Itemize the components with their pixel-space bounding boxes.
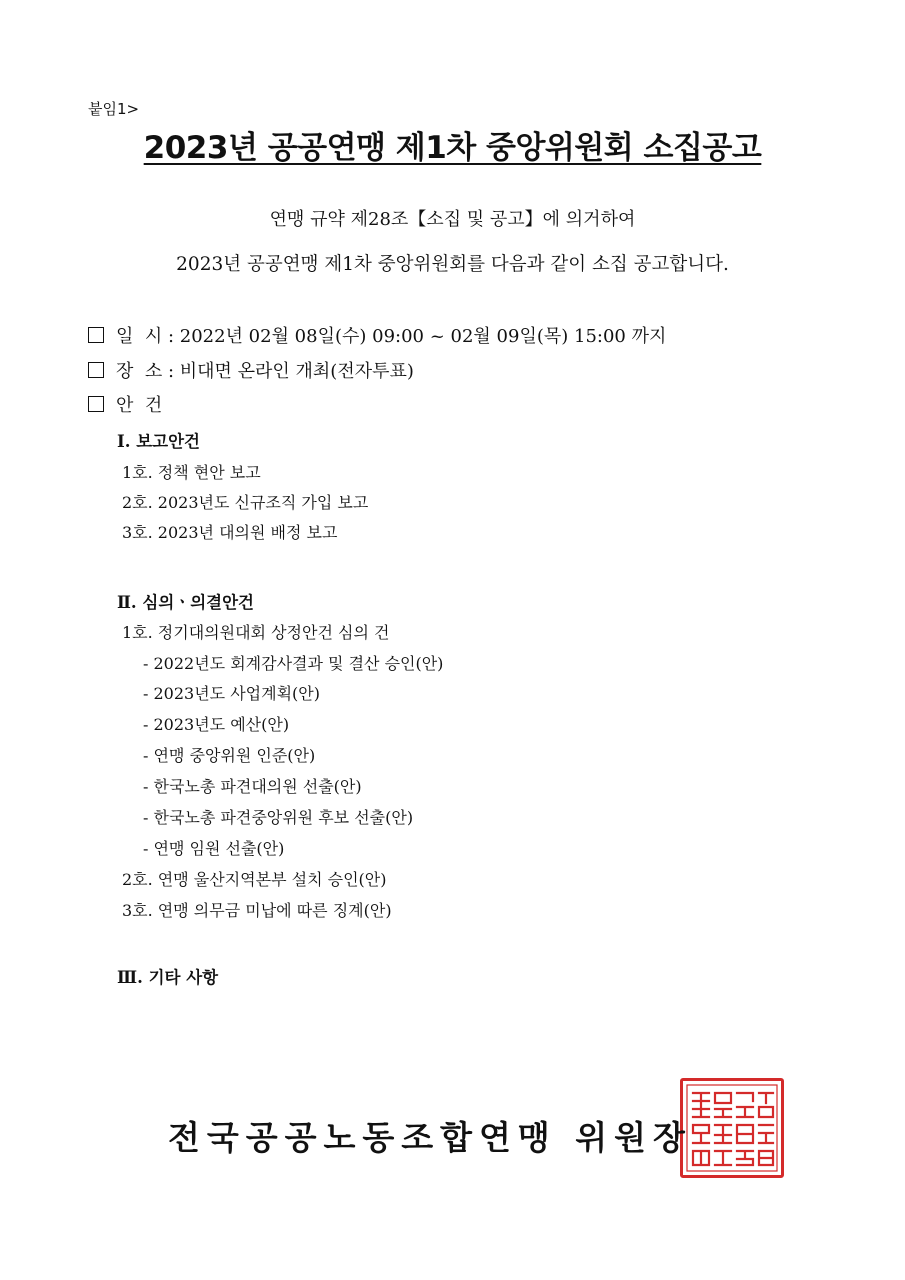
date-row — [88, 322, 666, 348]
section-2-subitem: - 한국노총 파견중앙위원 후보 선출(안) — [143, 808, 414, 827]
section-2-subitem: - 연맹 중앙위원 인준(안) — [143, 746, 316, 765]
checkbox-icon — [88, 327, 104, 343]
agenda-row — [88, 391, 162, 417]
checkbox-icon — [88, 362, 104, 378]
seal-glyphs-icon — [683, 1081, 781, 1175]
signature-line: 전국공공노동조합연맹 위원장 — [168, 1118, 692, 1157]
date-value: : 2022년 02월 08일(수) 09:00 ~ 02월 09일(목) 15:00 까지 — [167, 326, 667, 347]
section-1-item: 3호. 2023년 대의원 배정 보고 — [122, 523, 338, 542]
document-title-text: 2023년 공공연맹 제1차 중앙위원회 소집공고 — [143, 130, 762, 166]
intro-line-1: 연맹 규약 제28조【소집 및 공고】에 의거하여 — [269, 209, 636, 230]
section-2-subitem: - 2023년도 예산(안) — [143, 715, 290, 734]
agenda-label: 안 건 — [116, 395, 163, 416]
section-2-heading: Ⅱ. 심의ㆍ의결안건 — [117, 593, 254, 612]
section-1-heading: Ⅰ. 보고안건 — [117, 432, 200, 451]
attachment-label: 붙임1> — [88, 100, 140, 118]
section-2-item: 1호. 정기대의원대회 상정안건 심의 건 — [122, 623, 390, 642]
official-seal-stamp — [680, 1078, 784, 1178]
date-label: 일 시 — [116, 326, 163, 347]
section-2-subitem: - 2023년도 사업계획(안) — [143, 684, 320, 703]
document-title — [0, 122, 905, 167]
section-2-subitem: - 2022년도 회계감사결과 및 결산 승인(안) — [143, 654, 444, 673]
section-2-item: 3호. 연맹 의무금 미납에 따른 징계(안) — [122, 901, 392, 920]
section-2-item: 2호. 연맹 울산지역본부 설치 승인(안) — [122, 870, 387, 889]
checkbox-icon — [88, 396, 104, 412]
place-label: 장 소 — [116, 361, 163, 382]
place-value: : 비대면 온라인 개최(전자투표) — [167, 361, 414, 382]
section-2-subitem: - 한국노총 파견대의원 선출(안) — [143, 777, 362, 796]
section-3-heading: Ⅲ. 기타 사항 — [117, 968, 219, 987]
section-2-subitem: - 연맹 임원 선출(안) — [143, 839, 285, 858]
section-1-item: 2호. 2023년도 신규조직 가입 보고 — [122, 493, 369, 512]
intro-line-2: 2023년 공공연맹 제1차 중앙위원회를 다음과 같이 소집 공고합니다. — [176, 254, 729, 275]
place-row — [88, 357, 414, 383]
section-1-item: 1호. 정책 현안 보고 — [122, 463, 261, 482]
